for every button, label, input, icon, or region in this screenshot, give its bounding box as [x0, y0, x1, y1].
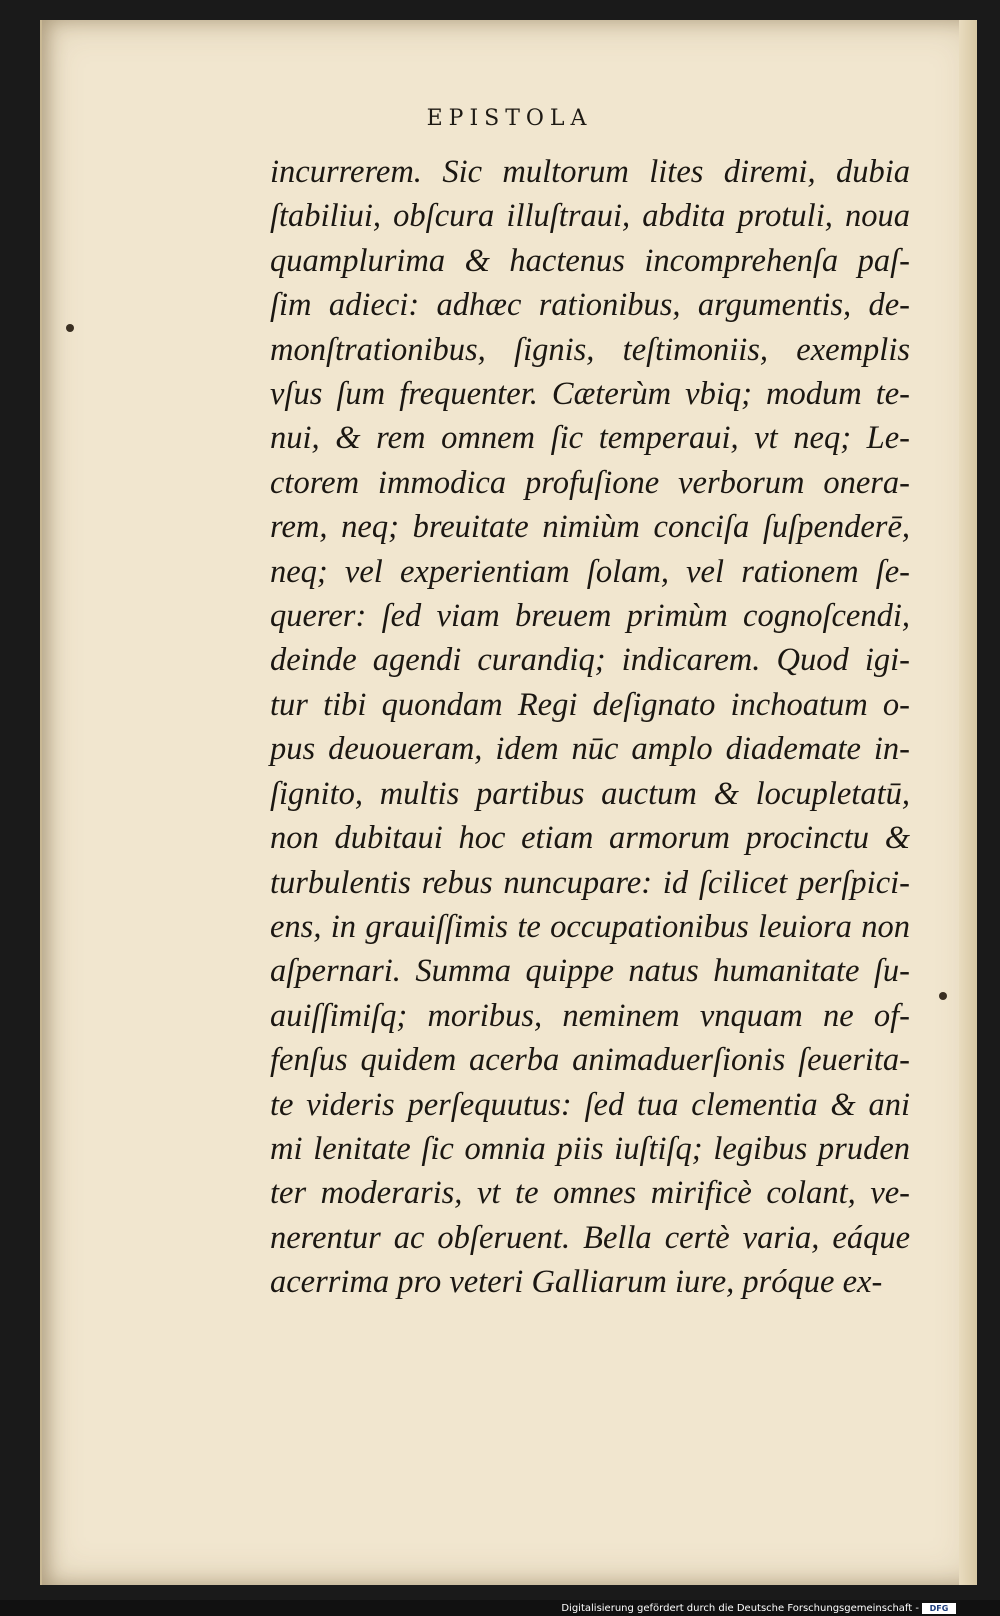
page-edge — [959, 20, 977, 1585]
text-line: te videris perſequutus: ſed tua clementia & ani — [270, 1086, 910, 1123]
text-line: ter moderaris, vt te omnes mirificè colant, ve- — [270, 1175, 910, 1212]
text-line: ens, in grauiſſimis te occupationibus leuiora non — [270, 908, 910, 945]
text-line: neq; vel experientiam ſolam, vel rationem ſe- — [270, 553, 910, 590]
margin-dot — [939, 992, 947, 1000]
text-line: tur tibi quondam Regi deſignato inchoatum o- — [270, 686, 910, 723]
book-page — [40, 20, 977, 1585]
body-text — [270, 150, 910, 1305]
text-line: deinde agendi curandiq; indicarem. Quod igi- — [270, 642, 910, 679]
text-line: fenſus quidem acerba animaduerſionis ſeuerita- — [270, 1042, 910, 1079]
text-line: ſim adieci: adhæc rationibus, argumentis, de- — [270, 287, 910, 324]
credit-text: Digitalisierung gefördert durch die Deutsche Forschungsgemeinschaft - — [561, 1603, 919, 1614]
text-line: mi lenitate ſic omnia piis iuſtiſq; legibus pruden — [270, 1130, 910, 1167]
text-line: pus deuoueram, idem nūc amplo diademate in- — [270, 731, 910, 768]
text-line: querer: ſed viam breuem primùm cognoſcendi, — [270, 598, 910, 635]
dfg-logo-icon: DFG — [922, 1603, 956, 1614]
text-line: rem, neq; breuitate nimiùm conciſa ſuſpenderē, — [270, 509, 910, 546]
text-line: acerrima pro veteri Galliarum iure, próque ex- — [270, 1264, 883, 1301]
text-line: nui, & rem omnem ſic temperaui, vt neq; Le- — [270, 420, 910, 457]
text-line: quamplurima & hactenus incomprehenſa paſ- — [270, 242, 910, 279]
text-line: ſtabiliui, obſcura illuſtraui, abdita protuli, noua — [270, 198, 910, 235]
digitization-credit — [561, 1603, 956, 1614]
running-head: EPISTOLA — [426, 106, 593, 131]
text-line: ctorem immodica profuſione verborum onera- — [270, 464, 910, 501]
text-line: ſignito, multis partibus auctum & locupletatū, — [270, 775, 910, 812]
text-line: vſus ſum frequenter. Cæterùm vbiq; modum te- — [270, 376, 910, 413]
text-line: non dubitaui hoc etiam armorum procinctu & — [270, 820, 910, 857]
text-line: incurrerem. Sic multorum lites diremi, dubia — [270, 154, 910, 190]
text-line: auiſſimiſq; moribus, neminem vnquam ne of- — [270, 997, 910, 1034]
text-line: turbulentis rebus nuncupare: id ſcilicet perſpici- — [270, 864, 910, 901]
margin-dot — [66, 324, 74, 332]
text-line: nerentur ac obſeruent. Bella certè varia, eáque — [270, 1219, 910, 1256]
text-line: aſpernari. Summa quippe natus humanitate ſu- — [270, 953, 910, 990]
text-line: monſtrationibus, ſignis, teſtimoniis, exemplis — [270, 331, 910, 368]
